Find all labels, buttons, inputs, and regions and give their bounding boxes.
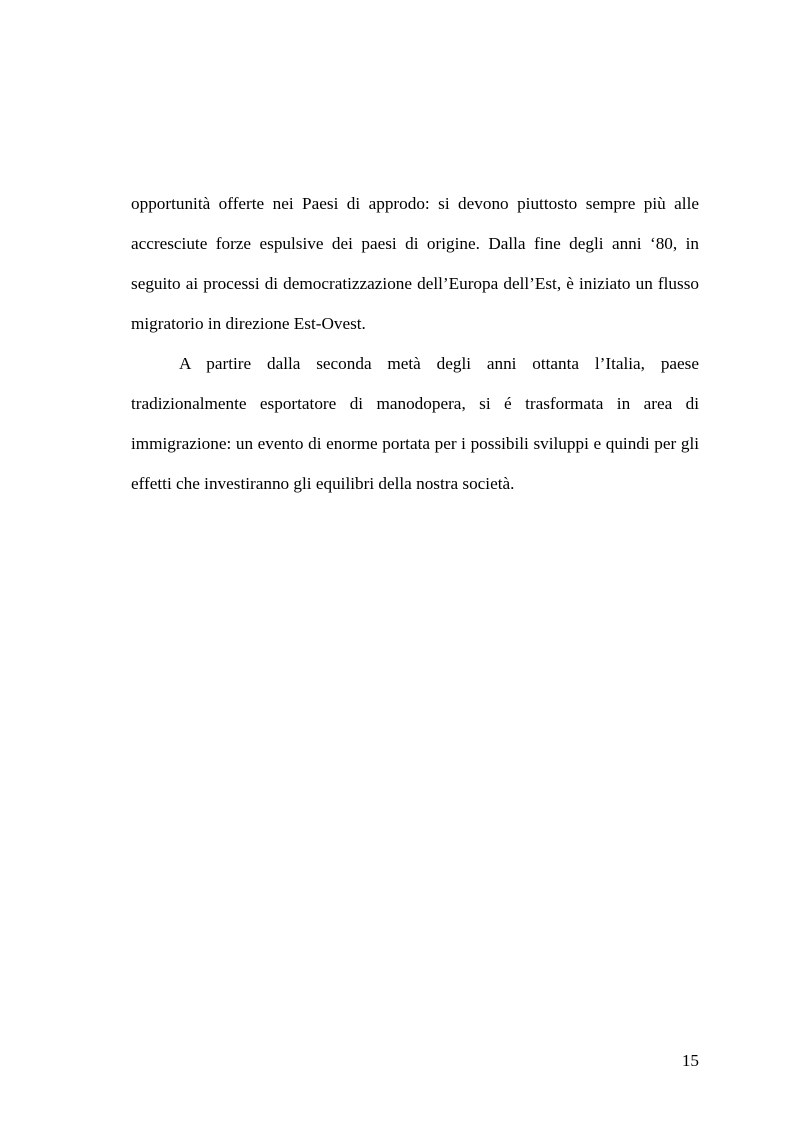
- body-text: [131, 184, 699, 504]
- paragraph-italy-immigration: A partire dalla seconda metà degli anni ottanta l’Italia, paese tradizionalmente esportatore di manodopera, si é trasformata in area di immigrazione: un evento di enorme portata per i possibili sviluppi e quindi per gli effetti che investiranno gli equilibri della nostra società.: [131, 354, 699, 493]
- paragraph-continuation: opportunità offerte nei Paesi di approdo: si devono piuttosto sempre più alle accresciute forze espulsive dei paesi di origine. Dalla fine degli anni ‘80, in seguito ai processi di democratizzazione dell’Europa dell’Est, è iniziato un flusso migratorio in direzione Est-Ovest.: [131, 194, 699, 333]
- page-number: 15: [681, 1051, 699, 1070]
